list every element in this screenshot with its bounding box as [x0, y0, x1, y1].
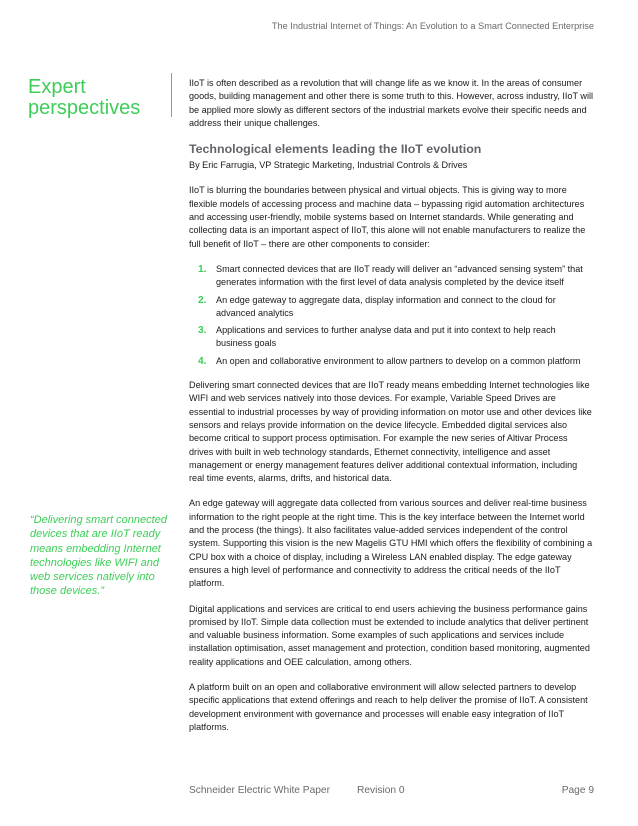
list-number: 3. — [198, 325, 207, 337]
list-item — [189, 263, 594, 290]
footer-publisher: Schneider Electric White Paper — [189, 785, 330, 796]
footer-revision: Revision 0 — [357, 785, 405, 796]
list-item-text: An open and collaborative environment to allow partners to develop on a common platform — [216, 355, 581, 366]
elements-list — [189, 263, 594, 368]
list-number: 4. — [198, 355, 207, 367]
list-number: 2. — [198, 294, 207, 306]
sidebar-title: Expert perspectives — [28, 76, 141, 119]
list-item-text: An edge gateway to aggregate data, display information and connect to the cloud for advanced analytics — [216, 294, 556, 318]
list-item — [189, 294, 594, 321]
list-item — [189, 355, 594, 368]
body-paragraph-1: IIoT is blurring the boundaries between physical and virtual objects. This is giving way to more flexible models of accessing process and machine data – bypassing rigid automation architectures and accessing user-friendly, mobile systems based on Internet standards. While generating and collecting data is an important aspect of IIoT, this alone will not enable manufacturers to realize the full benefit of IIoT – there are other components to consider: — [189, 185, 586, 249]
list-item-text: Smart connected devices that are IIoT ready will deliver an “advanced sensing system” that generates information with the first level of data analysis completed by the device itself — [216, 263, 583, 288]
list-item — [189, 324, 594, 351]
section-title: Technological elements leading the IIoT evolution — [189, 142, 482, 157]
body-paragraph-3: An edge gateway will aggregate data collected from various sources and deliver real-time business information to the right people at the right time. This is the key interface between the Internet world and the process (the things). It also facilitates value-added services independent of the control system. Supporting this vision is the new Magelis GTU HMI which offers the flexibility of combining a CPU box with a choice of display, including a Wireless LAN enabled display. The edge gateway ensures a high level of performance and connectivity to address the critical needs of the IIoT platform. — [189, 498, 593, 589]
accent-divider — [171, 73, 172, 117]
intro-paragraph: IIoT is often described as a revolution that will change life as we know it. In the areas of consumer goods, building management and other there is some truth to this. However, across industry, IIoT will be applied more slowly as different sectors of the industrial markets evolve their specific needs and address their unique challenges. — [189, 78, 594, 128]
byline: By Eric Farrugia, VP Strategic Marketing, Industrial Controls & Drives — [189, 160, 468, 171]
footer-page-number: Page 9 — [561, 785, 594, 796]
main-column — [189, 77, 594, 746]
list-number: 1. — [198, 263, 207, 275]
page-footer — [189, 785, 594, 799]
body-paragraph-4: Digital applications and services are critical to end users achieving the business performance gains promised by IIoT. Simple data collection must be extended to include analytics that deliver pertinent and valuable business information. Some examples of such applications and services include installation optimisation, asset management and protection, condition based monitoring, augmented reality applications and OEE calculation, among others. — [189, 603, 590, 667]
body-paragraph-5: A platform built on an open and collaborative environment will allow selected partners to develop specific applications that extend offerings and reach to help deliver the promise of IIoT. A consistent development environment with governance and processes will enable easy integration of IIoT platforms. — [189, 681, 588, 732]
list-item-text: Applications and services to further analyse data and put it into context to help reach business goals — [216, 325, 556, 349]
body-paragraph-2: Delivering smart connected devices that are IIoT ready means embedding Internet technologies like WIFI and web services natively into those devices. For example, Variable Speed Drives are essential to industrial processes by way of providing information on motor use and other devices like sensors and relays provide information on the device lifecycle. Embedded digital services also become critical to support process optimisation. For example the new series of Altivar Process drives with built in web technology standards, Ethernet connectivity, intelligence and asset management or energy management features deliver additional contextual information, including real time events, alarms, drifts, and historical data. — [189, 380, 592, 484]
pull-quote: “Delivering smart connected devices that are IIoT ready means embedding Internet technologies like WIFI and web services natively into those devices.” — [30, 514, 167, 598]
running-header: The Industrial Internet of Things: An Evolution to a Smart Connected Enterprise — [271, 21, 594, 31]
